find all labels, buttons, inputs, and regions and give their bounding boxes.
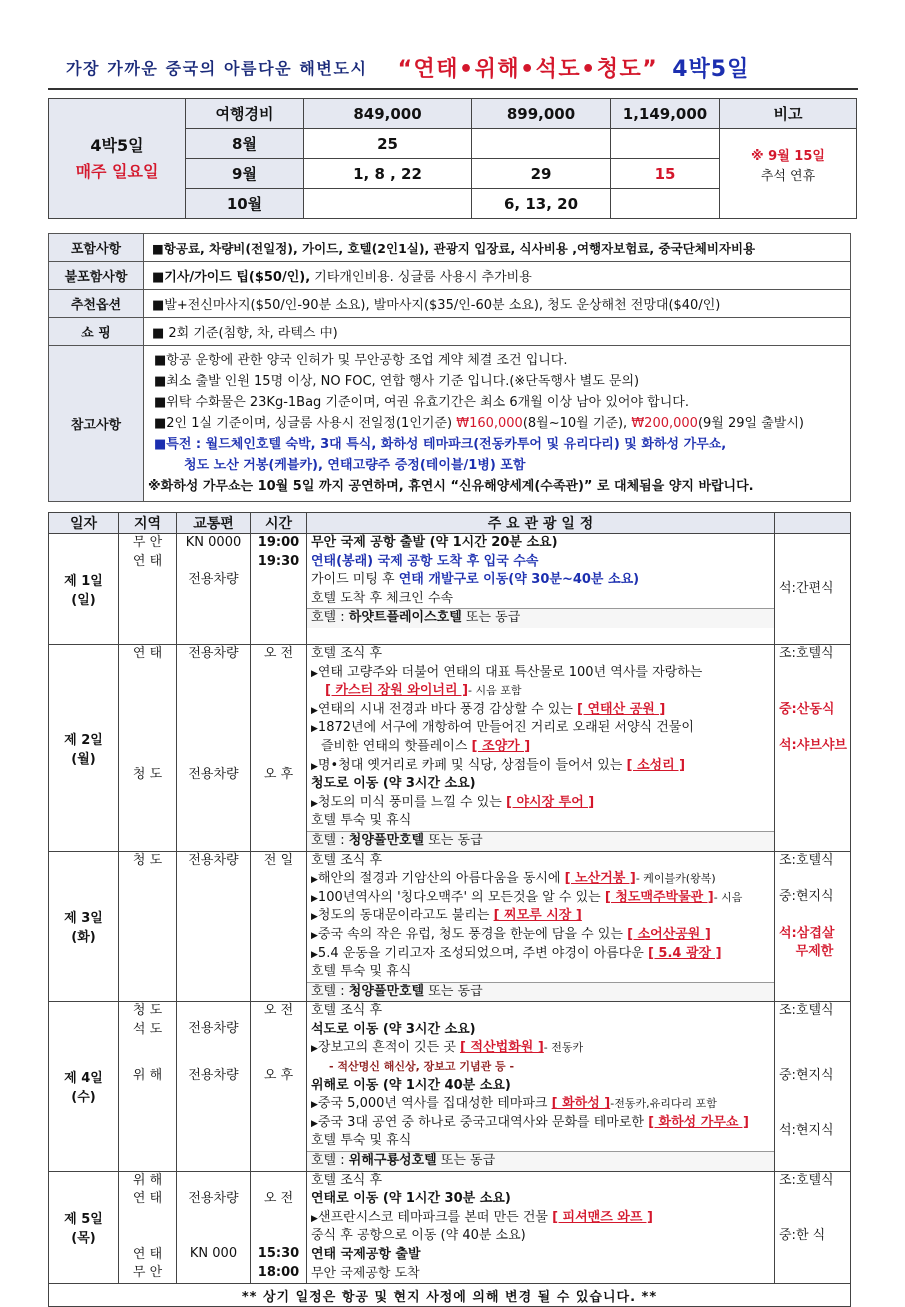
day1-num: 제 1일 [64, 574, 103, 589]
day5-tr2: KN 000 [189, 1246, 238, 1262]
bullet-icon: ▶ [311, 1044, 318, 1055]
day4-tr1: 전용차량 [188, 1021, 239, 1037]
day3-region: 청 도 [119, 851, 177, 1002]
day1-itinerary [307, 534, 775, 645]
day4-l6 [307, 1095, 774, 1114]
day2-itinerary [307, 645, 775, 852]
header-day: 일자 [49, 513, 119, 534]
day2-l7-text: 명•청대 옛거리로 카페 및 식당, 상점들이 들어서 있는 [317, 757, 627, 773]
day3-num: 제 3일 [64, 911, 103, 927]
day4-hotel-c: 또는 동급 [436, 1153, 496, 1169]
excluded-rest: 기타개인비용. 싱글룸 사용시 추가비용 [310, 270, 532, 285]
sep-price3: 15 [611, 159, 720, 189]
bullet-icon: ▶ [311, 1100, 318, 1111]
note-line2: 추석 연휴 [760, 169, 816, 184]
day1-tm2: 19:30 [257, 553, 300, 569]
aug-price1: 25 [304, 129, 472, 159]
day5-l3-text: 샌프란시스코 테마파크를 본떠 만든 건물 [317, 1209, 553, 1225]
day2-l6-hl: [ 조양가 ] [471, 738, 531, 754]
day3-hotel-c: 또는 동급 [424, 983, 483, 999]
day4-r1: 청 도 [132, 1003, 163, 1019]
day3-m2: 중:현지식 [779, 889, 834, 905]
day4-l7-text: 중국 3대 공연 중 하나로 중국고대역사와 문화를 테마로한 [317, 1114, 649, 1130]
excluded-bold: ■기사/가이드 팁($50/인), [152, 270, 311, 285]
day4-l3 [307, 1039, 774, 1058]
note-cell [720, 129, 857, 219]
day5-tm2: 15:30 [257, 1246, 300, 1262]
bullet-icon: ▶ [311, 875, 318, 886]
note-1: ■항공 운항에 관한 양국 인허가 및 무안공항 조업 계약 체결 조건 입니다. [154, 353, 568, 368]
day4-l6-text: 중국 5,000년 역사를 집대성한 테마파크 [317, 1096, 552, 1112]
day1-hotel-c: 또는 동급 [461, 610, 521, 626]
day4-l2: 석도로 이동 (약 3시간 소요) [311, 1021, 476, 1037]
day4-itinerary [307, 1002, 775, 1171]
price-table [48, 98, 857, 219]
oct-price3 [611, 189, 720, 219]
month-aug: 8월 [186, 129, 304, 159]
header-transport: 교통편 [177, 513, 251, 534]
day4-transport [177, 1002, 251, 1171]
day5-region [119, 1171, 177, 1284]
day3-l6-hl: [ 5.4 광장 ] [647, 945, 722, 961]
day3-l3-text: 100년역사의 '칭다오맥주' 의 모든것을 알 수 있는 [317, 889, 605, 905]
day2-l8: 청도로 이동 (약 3시간 소요) [311, 776, 476, 792]
day5-l3 [307, 1209, 774, 1228]
aug-price2 [472, 129, 611, 159]
special-1: ■특전 : 월드체인호텔 숙박, 3대 특식, 화하성 테마파크(전동카투어 및 유리다리) 및 화하성 가무쇼, [154, 437, 727, 452]
day2-l6 [307, 738, 774, 757]
day2-l4 [307, 701, 774, 720]
oct-price2: 6, 13, 20 [472, 189, 611, 219]
day4-region [119, 1002, 177, 1171]
day5-transport [177, 1171, 251, 1284]
day4-l4: - 적산명신 해신상, 장보고 기념관 등 - [329, 1060, 515, 1074]
header-itinerary: 주 요 관 광 일 정 [307, 513, 775, 534]
day3-l5-hl: [ 소어산공원 ] [627, 926, 711, 942]
day5-tm1: 오 전 [263, 1190, 294, 1206]
day3-label [49, 851, 119, 1002]
day2-label [49, 645, 119, 852]
note-header: 비고 [720, 99, 857, 129]
day2-l9 [307, 794, 774, 813]
day1-dow: (일) [71, 593, 96, 608]
day3-l5 [307, 926, 774, 945]
shopping-text: ■ 2회 기준(침향, 차, 라텍스 中) [144, 318, 851, 346]
day2-r1: 연 태 [132, 646, 163, 661]
day2-l4-text: 연태의 시내 전경과 바다 풍경 감상할 수 있는 [317, 701, 578, 717]
price-3: 1,149,000 [611, 99, 720, 129]
day3-itinerary [307, 851, 775, 1002]
departure-day: 매주 일요일 [75, 161, 159, 181]
day5-l1: 호텔 조식 후 [311, 1172, 383, 1188]
day3-l3 [307, 889, 774, 908]
day2-meals [775, 645, 851, 852]
title-cities: “연태•위해•석도•청도” [397, 56, 659, 82]
day5-l4: 중식 후 공항으로 이동 (약 40분 소요) [311, 1228, 526, 1244]
day3-hotel [307, 982, 774, 1002]
day1-tr2: 전용차량 [188, 571, 239, 587]
day5-row [49, 1171, 851, 1284]
day4-m2: 중:현지식 [779, 1067, 834, 1083]
day4-r3: 위 해 [132, 1068, 163, 1084]
day1-r1: 무 안 [132, 535, 163, 550]
included-text: ■항공료, 차량비(전일정), 가이드, 호텔(2인1실), 관광지 입장료, 식사비용 ,여행자보험료, 중국단체비자비용 [144, 234, 851, 262]
day1-meals [775, 534, 851, 645]
day4-m3: 석:현지식 [779, 1123, 834, 1139]
day4-l5: 위해로 이동 (약 1시간 40분 소요) [311, 1077, 511, 1093]
day2-l2 [307, 664, 774, 683]
bullet-icon: ▶ [311, 705, 318, 716]
day4-l7-hl: [ 화하성 가무쇼 ] [648, 1114, 749, 1130]
note-3: ■위탁 수화물은 23Kg-1Bag 기준이며, 여권 유효기간은 최소 6개월 이상 남아 있어야 합니다. [154, 395, 689, 410]
day2-r2: 청 도 [132, 766, 163, 782]
day5-l3-hl: [ 피셔맨즈 와프 ] [552, 1209, 653, 1225]
day3-l3-sm: - 시음 [713, 890, 743, 904]
day3-l4-hl: [ 찌모루 시장 ] [493, 908, 582, 924]
note4-e: (9월 29일 출발시) [697, 416, 804, 431]
day2-l5-text: 1872년에 서구에 개항하여 만들어진 거리로 오래된 서양식 건물이 [317, 720, 694, 736]
day4-time [251, 1002, 307, 1171]
day3-l6 [307, 945, 774, 964]
day2-tm1: 오 전 [263, 646, 294, 661]
day2-dow: (월) [71, 751, 96, 767]
day3-l5-text: 중국 속의 작은 유럽, 청도 풍경을 한눈에 담을 수 있는 [317, 926, 628, 942]
day2-time [251, 645, 307, 852]
day2-l7-hl: [ 소성리 ] [626, 757, 686, 773]
options-label: 추천옵션 [49, 290, 144, 318]
day4-l3-text: 장보고의 흔적이 깃든 곳 [317, 1040, 461, 1056]
day1-tm1: 19:00 [257, 535, 300, 550]
day3-l2-hl: [ 노산거봉 ] [564, 871, 636, 887]
aug-price3 [611, 129, 720, 159]
info-table [48, 233, 851, 502]
day3-l2-sm: - 케이블카(왕복) [635, 872, 716, 886]
day1-meal: 석:간편식 [779, 580, 834, 596]
day5-r3: 연 태 [132, 1246, 163, 1262]
day3-l6-text: 5.4 운동을 기리고자 조성되었으며, 주변 야경이 아름다운 [317, 945, 648, 961]
day2-hotel-b: 청양풀만호텔 [348, 832, 425, 848]
day2-l5 [307, 719, 774, 738]
day4-hotel-a: 호텔 : [311, 1153, 349, 1169]
note-line1: ※ 9월 15일 [751, 149, 825, 164]
day5-m2: 중:한 식 [779, 1228, 826, 1244]
day3-hotel-a: 호텔 : [311, 983, 349, 999]
bullet-icon: ▶ [311, 1213, 318, 1224]
day4-l7 [307, 1114, 774, 1133]
day4-row [49, 1002, 851, 1171]
day2-l9-text: 청도의 미식 풍미를 느낄 수 있는 [317, 794, 506, 810]
day4-l8: 호텔 투숙 및 휴식 [311, 1133, 412, 1149]
day3-row [49, 851, 851, 1002]
day5-l5: 연태 국제공항 출발 [311, 1247, 421, 1262]
day2-hotel-a: 호텔 : [311, 832, 349, 848]
day3-m1: 조:호텔식 [779, 852, 834, 868]
day1-row [49, 534, 851, 645]
title-duration: 4박5일 [672, 56, 750, 82]
note4-c: (8월~10월 기준), [522, 416, 632, 431]
day5-num: 제 5일 [64, 1212, 103, 1228]
day2-tm2: 오 후 [263, 766, 294, 782]
day2-l6-text: 즐비한 연태의 핫플레이스 [321, 738, 472, 754]
price-2: 899,000 [472, 99, 611, 129]
header-meal [775, 513, 851, 534]
day5-l6: 무안 국제공항 도착 [311, 1265, 420, 1281]
day1-hotel-b: 하얏트플레이스호텔 [348, 610, 462, 626]
shopping-label: 쇼 핑 [49, 318, 144, 346]
day4-tr2: 전용차량 [188, 1067, 239, 1083]
day4-tm2: 오 후 [263, 1067, 294, 1083]
day4-label [49, 1002, 119, 1171]
day5-r4: 무 안 [132, 1265, 163, 1281]
day2-region [119, 645, 177, 852]
bullet-icon: ▶ [311, 798, 318, 809]
day2-hotel [307, 831, 774, 851]
day2-m1: 조:호텔식 [779, 646, 834, 661]
day2-m2: 중:산동식 [779, 701, 835, 717]
day3-l4 [307, 907, 774, 926]
day3-time: 전 일 [251, 851, 307, 1002]
day2-l3-hl: [ 카스터 장원 와이너리 ] [325, 683, 469, 699]
day3-dow: (화) [71, 930, 96, 946]
day4-l6-hl: [ 화하성 ] [551, 1096, 611, 1112]
day4-m1: 조:호텔식 [779, 1003, 834, 1019]
day2-tr1: 전용차량 [188, 646, 239, 661]
day1-l3 [307, 571, 774, 590]
schedule-table [48, 512, 851, 1307]
special-2: 청도 노산 거봉(케블카), 연태고량주 증정(테이블/1병) 포함 [184, 458, 526, 473]
month-oct: 10월 [186, 189, 304, 219]
bullet-icon: ▶ [311, 668, 318, 679]
day3-m4: 무제한 [795, 944, 834, 960]
day1-transport [177, 534, 251, 645]
notes-cell [144, 346, 851, 502]
day1-time [251, 534, 307, 645]
day2-l1: 호텔 조식 후 [311, 646, 383, 661]
day2-l3 [307, 682, 774, 701]
day5-time [251, 1171, 307, 1284]
day1-label [49, 534, 119, 645]
day1-region [119, 534, 177, 645]
sep-price2: 29 [472, 159, 611, 189]
day2-num: 제 2일 [64, 732, 103, 748]
bullet-icon: ▶ [311, 893, 318, 904]
day4-l1: 호텔 조식 후 [311, 1003, 383, 1019]
note4-d: ₩200,000 [631, 416, 698, 431]
day3-l4-text: 청도의 동대문이라고도 불리는 [317, 908, 494, 924]
excluded-label: 불포함사항 [49, 262, 144, 290]
day3-l7: 호텔 투숙 및 휴식 [311, 964, 412, 980]
tour-duration: 4박5일 [90, 135, 144, 155]
cost-label: 여행경비 [186, 99, 304, 129]
day5-l2: 연태로 이동 (약 1시간 30분 소요) [311, 1191, 511, 1207]
header-time: 시간 [251, 513, 307, 534]
page-title [40, 44, 880, 90]
bullet-icon: ▶ [311, 761, 318, 772]
sep-price1: 1, 8 , 22 [304, 159, 472, 189]
day5-tr1: 전용차량 [188, 1190, 239, 1206]
day5-meals [775, 1171, 851, 1284]
day2-tr2: 전용차량 [188, 766, 239, 782]
day2-m3: 석:샤브샤브 [779, 738, 847, 754]
day4-l3-sm: - 전동카 [543, 1041, 584, 1055]
day1-l2: 연태(봉래) 국제 공항 도착 후 입국 수속 [311, 553, 539, 569]
day1-tr1: KN 0000 [185, 535, 242, 550]
title-divider [48, 88, 858, 90]
tour-summary-cell [49, 99, 186, 219]
options-text: ■발+전신마사지($50/인-90분 소요), 발마사지($35/인-60분 소요), 청도 운상해천 전망대($40/인) [144, 290, 851, 318]
day2-hotel-c: 또는 동급 [424, 832, 483, 848]
day2-l9-hl: [ 야시장 투어 ] [505, 794, 595, 810]
included-label: 포함사항 [49, 234, 144, 262]
price-1: 849,000 [304, 99, 472, 129]
day4-dow: (수) [71, 1090, 96, 1106]
day3-l2 [307, 870, 774, 889]
day1-l4: 호텔 도착 후 체크인 수속 [311, 590, 454, 606]
day1-l3b: 연태 개발구로 이동(약 30분~40분 소요) [398, 572, 640, 588]
note-last: ※화하성 가무쇼는 10월 5일 까지 공연하며, 휴연시 “신유해양세계(수족관)” 로 대체됨을 양지 바랍니다. [148, 479, 754, 494]
footer-notice: ** 상기 일정은 항공 및 현지 사정에 의해 변경 될 수 있습니다. ** [49, 1284, 851, 1307]
day3-l2-text: 해안의 절경과 기암산의 아름다움을 동시에 [317, 871, 565, 887]
day1-hotel [307, 608, 774, 628]
day3-l3-hl: [ 청도맥주박물관 ] [604, 889, 714, 905]
day2-transport [177, 645, 251, 852]
day3-m3: 석:삼겹살 [779, 925, 835, 941]
day2-l10: 호텔 투숙 및 휴식 [311, 813, 412, 829]
day3-meals [775, 851, 851, 1002]
day5-m1: 조:호텔식 [779, 1172, 834, 1188]
excluded-cell [144, 262, 851, 290]
day4-hotel-b: 위해구룡성호텔 [348, 1153, 437, 1169]
day3-l1: 호텔 조식 후 [311, 852, 383, 868]
day4-l3-hl: [ 적산법화원 ] [460, 1040, 544, 1056]
day1-l3a: 가이드 미팅 후 [311, 572, 399, 588]
day1-hotel-a: 호텔 : [311, 610, 349, 626]
day5-tm3: 18:00 [257, 1264, 300, 1280]
day3-hotel-b: 청양풀만호텔 [348, 983, 425, 999]
day1-r2: 연 태 [132, 553, 163, 569]
bullet-icon: ▶ [311, 912, 318, 923]
bullet-icon: ▶ [311, 724, 318, 735]
day4-r2: 석 도 [132, 1021, 163, 1037]
note4-b: ₩160,000 [456, 416, 523, 431]
month-sep: 9월 [186, 159, 304, 189]
bullet-icon: ▶ [311, 1118, 318, 1129]
day5-r2: 연 태 [132, 1191, 163, 1207]
day5-r1: 위 해 [132, 1172, 163, 1188]
day2-l7 [307, 757, 774, 776]
day2-l4-hl: [ 연태산 공원 ] [577, 701, 666, 717]
day5-dow: (목) [71, 1231, 96, 1247]
bullet-icon: ▶ [311, 930, 318, 941]
day4-tm1: 오 전 [263, 1003, 294, 1019]
day3-transport: 전용차량 [177, 851, 251, 1002]
day2-l3-sm: - 시음 포함 [468, 684, 522, 698]
oct-price1 [304, 189, 472, 219]
day4-hotel [307, 1151, 774, 1171]
day2-row [49, 645, 851, 852]
day2-l2-text: 연태 고량주와 더불어 연태의 대표 특산물로 100년 역사를 자랑하는 [317, 664, 703, 680]
day1-l1: 무안 국제 공항 출발 (약 1시간 20분 소요) [311, 535, 558, 550]
header-region: 지역 [119, 513, 177, 534]
note4-a: ■2인 1실 기준이며, 싱글룸 사용시 전일정(1인기준) [154, 416, 457, 431]
day5-itinerary [307, 1171, 775, 1284]
notes-label: 참고사항 [49, 346, 144, 502]
bullet-icon: ▶ [311, 949, 318, 960]
title-prefix: 가장 가까운 중국의 아름다운 해변도시 [66, 58, 368, 78]
day5-label [49, 1171, 119, 1284]
note-2: ■최소 출발 인원 15명 이상, NO FOC, 연합 행사 기준 입니다.(※단독행사 별도 문의) [154, 374, 640, 389]
day4-l6-sm: -전동카,유리다리 포함 [610, 1097, 717, 1111]
note-4 [154, 413, 840, 434]
day4-meals [775, 1002, 851, 1171]
day4-num: 제 4일 [64, 1071, 103, 1087]
